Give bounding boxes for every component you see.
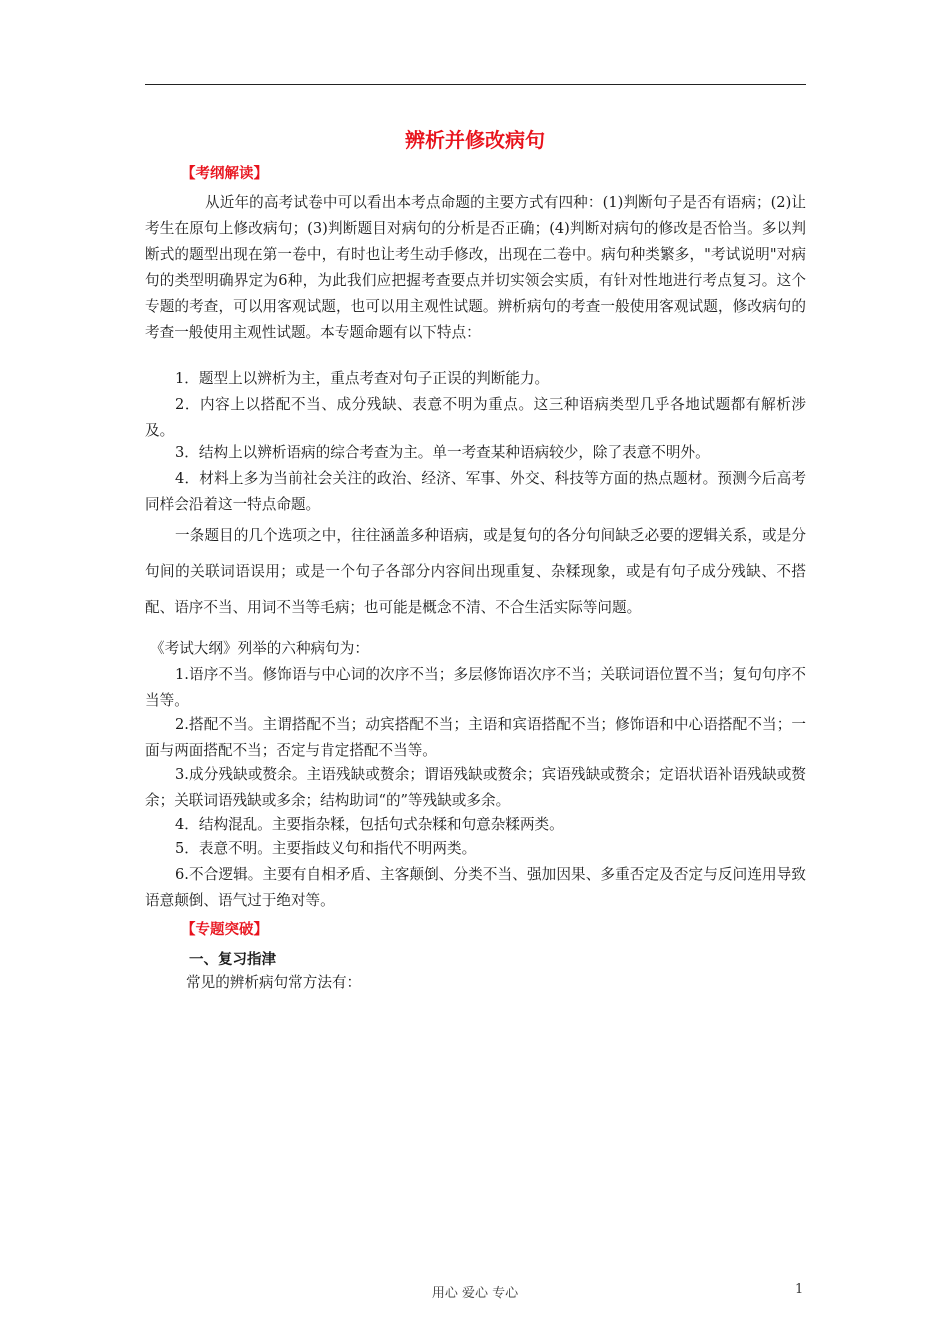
section-heading-exam-outline: 【考纲解读】: [181, 166, 268, 182]
methods-intro: 常见的辨析病句常方法有：: [186, 974, 362, 991]
page-footer: 用心 爱心 专心: [431, 1286, 519, 1301]
intro-paragraph: 从近年的高考试卷中可以看出本考点命题的主要方式有四种：(1)判断句子是否有语病；(2)让考生在原句上修改病句；(3)判断题目对病句的分析是否正确；(4)判断对病句的修改是否恰当。多以判断式的题型出现在第一卷中，有时也让考生动手修改，出现在二卷中。病句种类繁多，"考试说明"对病句的类型明确界定为6种，为此我们应把握考查要点并切实领会实质，有针对性地进行考点复习。这个专题的考查，可以用客观试题，也可以用主观性试题。辨析病句的考查一般使用客观试题，修改病句的考查一般使用主观性试题。本专题命题有以下特点：: [145, 194, 806, 341]
feature-item-1: 1．题型上以辨析为主，重点考查对句子正误的判断能力。: [175, 370, 550, 387]
feature-item-2: 2．内容上以搭配不当、成分残缺、表意不明为重点。这三种语病类型几乎各地试题都有解析涉及。: [145, 396, 806, 439]
page-number: 1: [795, 1282, 804, 1297]
error-type-4: 4．结构混乱。主要指杂糅，包括句式杂糅和句意杂糅两类。: [175, 816, 564, 833]
error-type-5: 5．表意不明。主要指歧义句和指代不明两类。: [175, 840, 477, 857]
header-rule: [145, 84, 806, 85]
error-type-3: 3.成分残缺或赘余。主语残缺或赘余；谓语残缺或赘余；宾语残缺或赘余；定语状语补语残缺或赘余；关联词语残缺或多余；结构助词“的”等残缺或多余。: [145, 766, 806, 809]
page-title: 辨析并修改病句: [405, 128, 545, 152]
error-type-2: 2.搭配不当。主谓搭配不当；动宾搭配不当；主语和宾语搭配不当；修饰语和中心语搭配不当；一面与两面搭配不当；否定与肯定搭配不当等。: [145, 716, 806, 759]
error-type-6: 6.不合逻辑。主要有自相矛盾、主客颠倒、分类不当、强加因果、多重否定及否定与反问连用导致语意颠倒、语气过于绝对等。: [145, 866, 806, 909]
outline-intro: 《考试大纲》列举的六种病句为：: [150, 640, 369, 657]
feature-item-3: 3．结构上以辨析语病的综合考查为主。单一考查某种语病较少，除了表意不明外。: [175, 444, 710, 461]
subheading-review-guide: 一、复习指津: [189, 952, 276, 968]
error-type-1: 1.语序不当。修饰语与中心词的次序不当；多层修饰语次序不当；关联词语位置不当；复句句序不当等。: [145, 666, 806, 709]
feature-item-4: 4．材料上多为当前社会关注的政治、经济、军事、外交、科技等方面的热点题材。预测今后高考同样会沿着这一特点命题。: [145, 470, 806, 513]
section-heading-breakthrough: 【专题突破】: [181, 922, 268, 938]
multi-error-paragraph: 一条题目的几个选项之中，往往涵盖多种语病，或是复句的各分句间缺乏必要的逻辑关系，或是分句间的关联词语误用；或是一个句子各部分内容间出现重复、杂糅现象，或是有句子成分残缺、不搭配、语序不当、用词不当等毛病；也可能是概念不清、不合生活实际等问题。: [145, 527, 806, 616]
